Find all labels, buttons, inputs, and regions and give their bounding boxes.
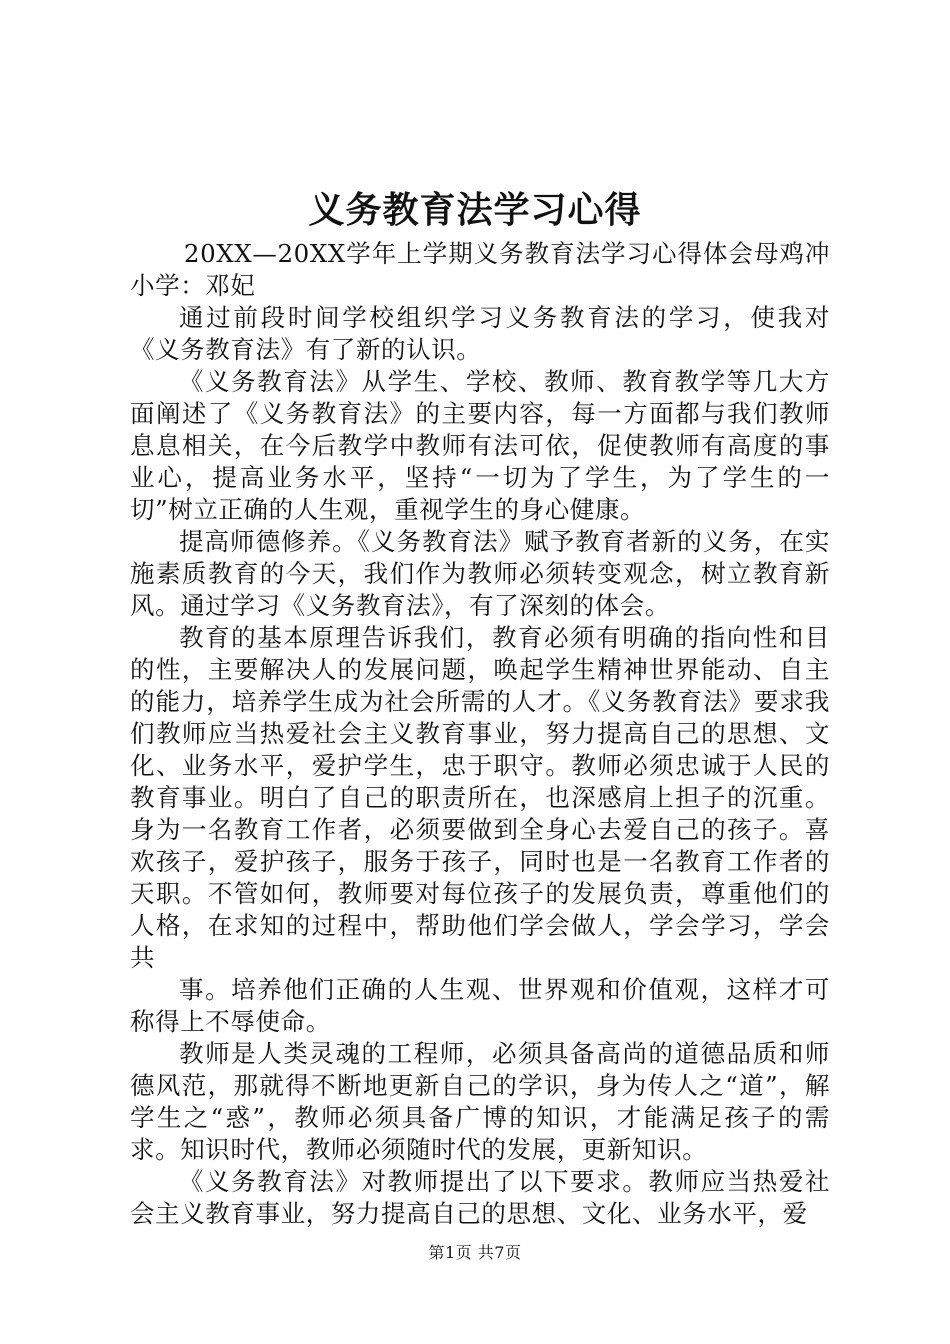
page-number-footer: 第1页 共7页	[428, 1243, 522, 1262]
paragraph: 提高师德修养。《义务教育法》赋予教育者新的义务，在实施素质教育的今天，我们作为教师必须转变观念，树立教育新风。通过学习《义务教育法》，有了深刻的体会。	[130, 527, 830, 620]
paragraph-intro: 20XX—20XX学年上学期义务教育法学习心得体会母鸡冲小学：邓妃	[130, 239, 830, 300]
document-title: 义务教育法学习心得	[308, 189, 642, 231]
paragraph: 教育的基本原理告诉我们，教育必须有明确的指向性和目的性，主要解决人的发展问题，唤起学生精神世界能动、自主的能力，培养学生成为社会所需的人才。《义务教育法》要求我们教师应当热爱社会主义教育事业，努力提高自己的思想、文化、业务水平，爱护学生，忠于职守。教师必须忠诚于人民的教育事业。明白了自己的职责所在，也深感肩上担子的沉重。身为一名教育工作者，必须要做到全身心去爱自己的孩子。喜欢孩子，爱护孩子，服务于孩子，同时也是一名教育工作者的天职。不管如何，教师要对每位孩子的发展负责，尊重他们的人格，在求知的过程中，帮助他们学会做人，学会学习，学会共	[130, 623, 830, 972]
paragraph: 教师是人类灵魂的工程师，必须具备高尚的道德品质和师德风范，那就得不断地更新自己的学识，身为传人之“道”，解学生之“惑”，教师必须具备广博的知识，才能满足孩子的需求。知识时代，教师必须随时代的发展，更新知识。	[130, 1039, 830, 1164]
paragraph: 《义务教育法》从学生、学校、教师、教育教学等几大方面阐述了《义务教育法》的主要内容，每一方面都与我们教师息息相关，在今后教学中教师有法可依，促使教师有高度的事业心，提高业务水平，坚持“一切为了学生，为了学生的一切”树立正确的人生观，重视学生的身心健康。	[130, 367, 830, 524]
paragraph: 事。培养他们正确的人生观、世界观和价值观，这样才可称得上不辱使命。	[130, 975, 830, 1036]
paragraph: 通过前段时间学校组织学习义务教育法的学习，使我对《义务教育法》有了新的认识。	[130, 303, 830, 364]
paragraph: 《义务教育法》对教师提出了以下要求。教师应当热爱社会主义教育事业，努力提高自己的思想、文化、业务水平，爱	[130, 1167, 830, 1228]
document-body	[130, 238, 830, 1230]
